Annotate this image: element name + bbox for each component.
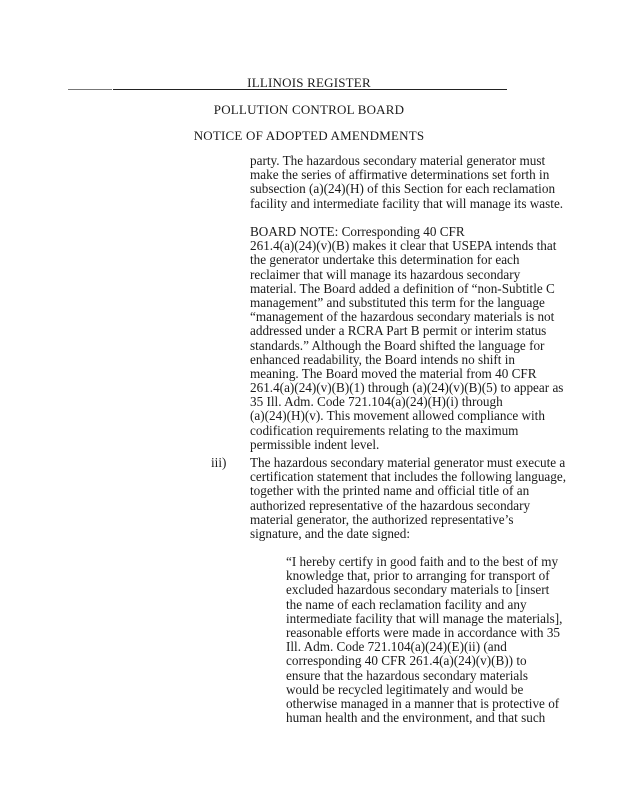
text-line: meaning. The Board moved the material from 40 CFR <box>250 365 537 381</box>
header-rule <box>113 89 507 90</box>
text-line: material generator, the authorized representative’s <box>250 511 514 527</box>
text-line: would be recycled legitimately and would be <box>286 681 524 697</box>
text-line: 261.4(a)(24)(v)(B) makes it clear that USEPA intends that <box>250 238 557 254</box>
text-line: signature, and the date signed: <box>250 525 411 541</box>
text-line: party. The hazardous secondary material generator must <box>250 153 546 168</box>
text-line: enhanced readability, the Board intends no shift in <box>250 351 516 367</box>
notice-title: NOTICE OF ADOPTED AMENDMENTS <box>193 128 425 143</box>
text-line: intermediate facility that will manage the materials], <box>286 610 563 626</box>
text-line: otherwise managed in a manner that is protective of <box>286 695 560 711</box>
text-line: Ill. Adm. Code 721.104(a)(24)(E)(ii) (and <box>286 639 507 655</box>
text-line: addressed under a RCRA Part B permit or interim status <box>250 323 547 339</box>
text-line: ensure that the hazardous secondary materials <box>286 667 529 683</box>
certification-quote <box>286 555 562 725</box>
paragraph-party <box>250 154 563 211</box>
item-iii-text <box>250 456 566 541</box>
text-line: certification statement that includes the following language, <box>250 469 567 485</box>
text-line: subsection (a)(24)(H) of this Section for each reclamation <box>250 181 556 197</box>
text-line: 261.4(a)(24)(v)(B)(1) through (a)(24)(v)(B)(5) to appear as <box>250 380 564 396</box>
text-line: (a)(24)(H)(v). This movement allowed compliance with <box>250 408 545 424</box>
text-line: standards.” Although the Board shifted the language for <box>250 337 545 353</box>
text-line: the name of each reclamation facility and any <box>286 596 527 612</box>
text-line: reclaimer that will manage its hazardous secondary <box>250 266 521 282</box>
board-note <box>250 225 563 452</box>
text-line: management” and substituted this term for the language <box>250 294 545 310</box>
text-line: 35 Ill. Adm. Code 721.104(a)(24)(H)(i) through <box>250 394 503 410</box>
text-line: corresponding 40 CFR 261.4(a)(24)(v)(B)) to <box>286 653 527 669</box>
text-line: The hazardous secondary material generator must execute a <box>250 455 566 470</box>
text-line: knowledge that, prior to arranging for transport of <box>286 568 550 584</box>
text-line: reasonable efforts were made in accordance with 35 <box>286 624 561 640</box>
text-line: facility and intermediate facility that will manage its waste. <box>250 195 564 211</box>
text-line: make the series of affirmative determinations set forth in <box>250 167 550 183</box>
register-title: ILLINOIS REGISTER <box>247 75 371 90</box>
text-line: the generator undertake this determination for each <box>250 252 520 268</box>
text-line: permissible indent level. <box>250 436 380 452</box>
text-line: together with the printed name and official title of an <box>250 483 530 499</box>
board-title: POLLUTION CONTROL BOARD <box>213 102 405 117</box>
text-line: human health and the environment, and that such <box>286 710 546 726</box>
text-line: “I hereby certify in good faith and to the best of my <box>286 554 559 569</box>
text-line: codification requirements relating to the maximum <box>250 422 519 438</box>
item-iii-label: iii) <box>211 455 227 470</box>
text-line: BOARD NOTE: Corresponding 40 CFR <box>250 224 465 239</box>
text-line: excluded hazardous secondary materials to [insert <box>286 582 550 598</box>
text-line: authorized representative of the hazardous secondary <box>250 497 531 513</box>
text-line: material. The Board added a definition of “non-Subtitle C <box>250 280 555 296</box>
text-line: “management of the hazardous secondary materials is not <box>250 309 555 325</box>
